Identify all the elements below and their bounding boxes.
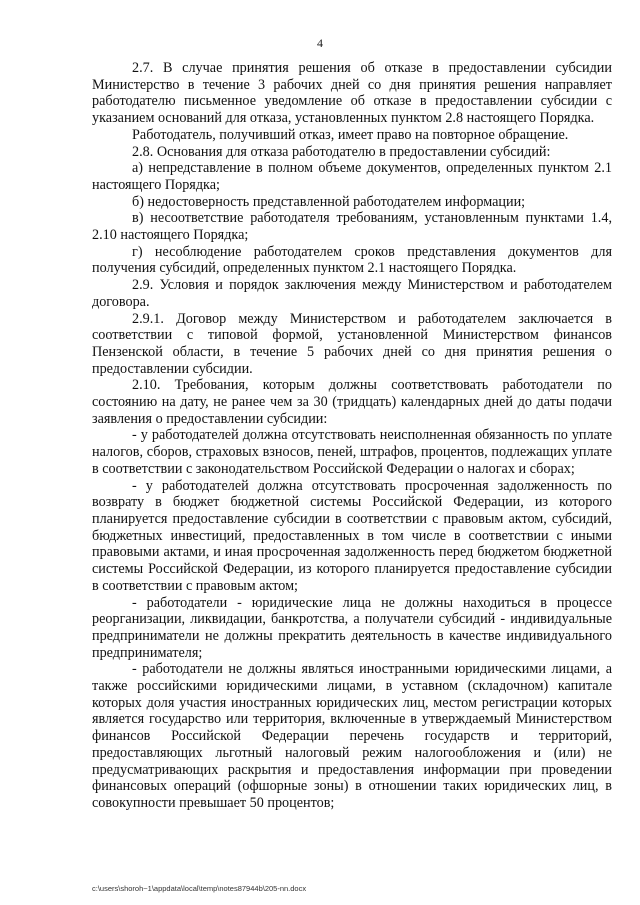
paragraph-2-8-g: г) несоблюдение работодателем сроков представления документов для получения субсидий, определенных пунктом 2.1 настоящего Порядка. bbox=[92, 243, 612, 277]
paragraph-reapply: Работодатель, получивший отказ, имеет право на повторное обращение. bbox=[132, 126, 569, 143]
requirement-reorganization: - работодатели - юридические лица не должны находиться в процессе реорганизации, ликвидации, банкротства, а получатели субсидий - индивидуальные предприниматели не должны прекратить деятельность в качестве индивидуального предпринимателя; bbox=[92, 594, 612, 661]
paragraph-2-10: 2.10. Требования, которым должны соответствовать работодатели по состоянию на дату, не ранее чем за 30 (тридцать) календарных дней до даты подачи заявления о предоставлении субсидии: bbox=[92, 377, 612, 427]
requirement-debt: - у работодателей должна отсутствовать просроченная задолженность по возврату в бюджет бюджетной системы Российской Федерации, из которого планируется предоставление субсидии в соответствии с правовым актом, субсидий, бюджетных инвестиций, предоставленных в том числе в соответствии с иными правовыми актами, и иная просроченная задолженность перед бюджетом бюджетной системы Российской Федерации, из которого планируется предоставление субсидии в соответствии с правовым актом; bbox=[92, 477, 612, 594]
paragraph-2-8-v: в) несоответствие работодателя требованиям, установленным пунктами 1.4, 2.10 настоящего Порядка; bbox=[92, 210, 612, 244]
paragraph-2-8-b: б) недостоверность представленной работодателем информации; bbox=[132, 193, 526, 210]
requirement-foreign-entities: - работодатели не должны являться иностранными юридическими лицами, а также российскими юридическими лицами, в уставном (складочном) капитале которых доля участия иностранных юридических лиц, местом регистрации которых является государство или территория, включенные в утверждаемый Министерством финансов Российской Федерации перечень государств и территорий, предоставляющих льготный налоговый режим налогообложения и (или) не предусматривающих раскрытия и предоставления информации при проведении финансовых операций (офшорные зоны) в отношении таких юридических лиц, в совокупности превышает 50 процентов; bbox=[92, 661, 612, 811]
paragraph-2-9-1: 2.9.1. Договор между Министерством и работодателем заключается в соответствии с типовой формой, установленной Министерством финансов Пензенской области, в течение 5 рабочих дней со дня принятия решения о предоставлении субсидии. bbox=[92, 310, 612, 377]
document-body bbox=[92, 60, 612, 812]
paragraph-2-8-a: а) непредставление в полном объеме документов, определенных пунктом 2.1 настоящего Порядка; bbox=[92, 160, 612, 193]
paragraph-2-9: 2.9. Условия и порядок заключения между Министерством и работодателем договора. bbox=[92, 277, 612, 310]
paragraph-2-8: 2.8. Основания для отказа работодателю в предоставлении субсидий: bbox=[132, 143, 551, 160]
footer-file-path: c:\users\shoroh~1\appdata\local\temp\notes87944b\205-nn.docx bbox=[92, 884, 307, 893]
paragraph-2-7: 2.7. В случае принятия решения об отказе в предоставлении субсидии Министерство в течение 3 рабочих дней со дня принятия решения направляет работодателю письменное уведомление об отказе в предоставлении субсидии с указанием оснований для отказа, установленных пунктом 2.8 настоящего Порядка. bbox=[92, 60, 612, 127]
requirement-taxes: - у работодателей должна отсутствовать неисполненная обязанность по уплате налогов, сборов, страховых взносов, пеней, штрафов, процентов, подлежащих уплате в соответствии с законодательством Российской Федерации о налогах и сборах; bbox=[92, 427, 612, 477]
page-number: 4 bbox=[317, 36, 323, 50]
